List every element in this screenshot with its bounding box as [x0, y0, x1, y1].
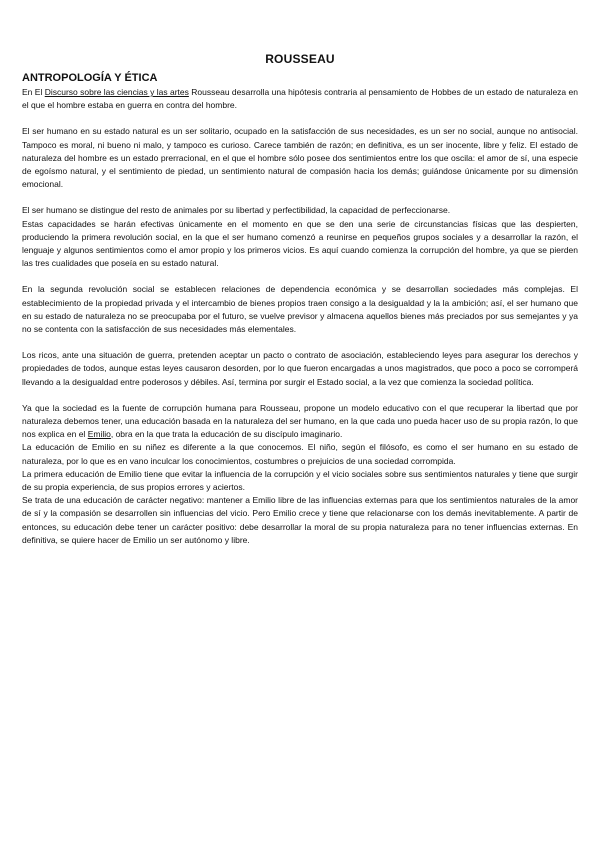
emilio-paragraph-3: Se trata de una educación de carácter negativo: mantener a Emilio libre de las influencias externas para que los sentimientos naturales de la amor de sí y la compasión se desarrollen sin influencias del vicio. Pero Emilio crece y tiene que relacionarse con los demás inevitablemente. A partir de entonces, su educación debe tener un carácter positivo: debe desarrollar la moral de su propia naturaleza para no tener influencias externas. En definitiva, se quiere hacer de Emilio un ser autónomo y libre. — [22, 495, 578, 545]
section-title: ANTROPOLOGÍA Y ÉTICA — [22, 72, 158, 84]
distinction-paragraph-1: El ser humano se distingue del resto de animales por su libertad y perfectibilidad, la capacidad de perfeccionarse. — [22, 205, 451, 216]
second-revolution-paragraph: En la segunda revolución social se establecen relaciones de dependencia económica y se desarrollan sociedades más complejas. El establecimiento de la propiedad privada y el intercambio de bienes propios traen consigo a la desigualdad y la la ambición; así, el ser humano que en su estado de naturaleza no se preocupaba por el futuro, se vuelve previsor y almacena aquellos bienes más preciados por sus semejantes y ya no se contenta con la satisfacción de sus necesidades más elementales. — [22, 284, 578, 335]
discurso-title-reference: Discurso sobre las ciencias y las artes — [44, 87, 189, 97]
natural-state-paragraph: El ser humano en su estado natural es un ser solitario, ocupado en la satisfacción de sus necesidades, es un ser no social, aunque no antisocial. Tampoco es moral, ni bueno ni malo, y tampoco es curioso. Carece también de razón; en definitiva, es un ser inocente, libre y feliz. El estado de naturaleza del hombre es un estado prerracional, en el que el hombre sólo posee dos sentimientos entre los que oscila: el amor de sí, una especie de egoísmo natural, y el sentimiento de piedad, un sentimiento natural de compasión hacia los demás; guiándose únicamente por su dimensión emocional. — [22, 126, 578, 190]
intro-paragraph — [22, 86, 578, 112]
distinction-paragraph-2: Estas capacidades se harán efectivas únicamente en el momento en que se den una serie de circunstancias físicas que las despierten, produciendo la primera revolución social, en la que el ser humano comenzó a reunirse en pequeños grupos sociales y a desarrollar la razón, el lenguaje y algunos sentimientos como el amor propio y los primeros vicios. Es aquí cuando comienza la corrupción del hombre, ya que se pierden las tres cualidades que poseía en su estado natural. — [22, 218, 578, 269]
intro-text-after: Rousseau desarrolla una hipótesis contraria al pensamiento de Hobbes de un estado de naturaleza en el que el hombre estaba en guerra en contra del hombre. — [22, 87, 578, 111]
emilio-paragraph-2: La primera educación de Emilio tiene que evitar la influencia de la corrupción y el vicio sociales sobre sus sentimientos naturales y tiene que surgir de su propia experiencia, de sus propios errores y aciertos. — [22, 468, 578, 493]
emilio-title-reference: Emilio — [87, 429, 111, 440]
pact-paragraph: Los ricos, ante una situación de guerra, pretenden aceptar un pacto o contrato de asociación, estableciendo leyes para asegurar los derechos y propiedades de todos, aunque estas leyes causaron desorden, por lo que fueron encargadas a unos magistrados, que poco a poco se corromperá llevando a la desigualdad entre poderosos y débiles. Así, termina por surgir el Estado social, a la vez que comienza la sociedad política. — [22, 350, 578, 387]
education-text-before: Ya que la sociedad es la fuente de corrupción humana para Rousseau, propone un modelo educativo con el que recuperar la libertad que por naturaleza debemos tener, una educación basada en la naturaleza del ser humano, en la que cada uno pueda hacer uso de su propia razón, lo que nos explica en el — [22, 402, 578, 440]
intro-text-before: En El — [22, 87, 45, 97]
document-page — [22, 52, 578, 547]
education-text-after: , obra en la que trata la educación de su discípulo imaginario. — [110, 429, 343, 440]
document-title: ROUSSEAU — [265, 52, 335, 66]
education-paragraph — [22, 402, 578, 442]
emilio-paragraph-1: La educación de Emilio en su niñez es diferente a la que conocemos. El niño, según el filósofo, es como el ser humano en su estado de naturaleza, por lo que es en vano inculcar los conocimientos, costumbres o prejuicios de una sociedad corrompida. — [22, 442, 578, 466]
